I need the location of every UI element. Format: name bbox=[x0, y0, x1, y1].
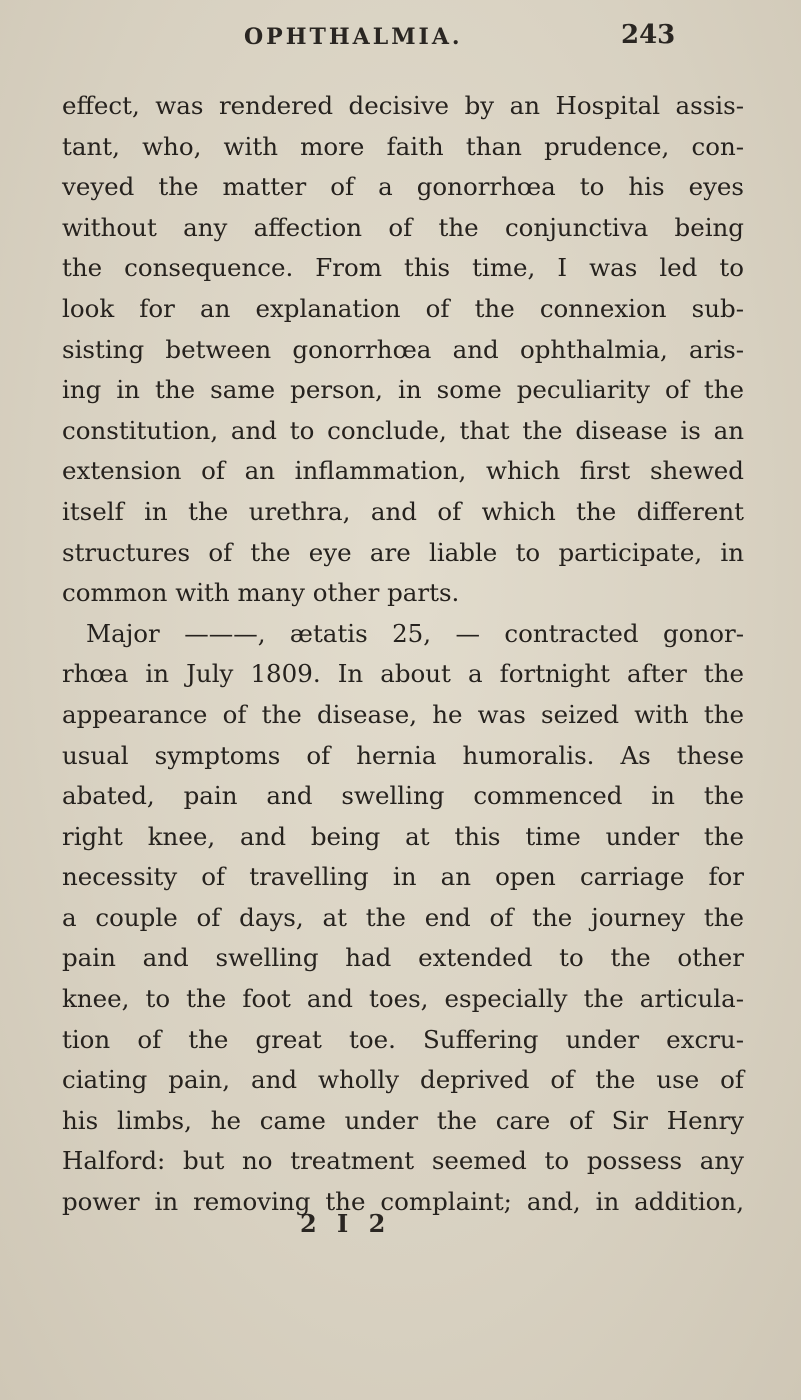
text-line: tant, who, with more faith than prudence, con- bbox=[62, 131, 744, 161]
text-line: look for an explanation of the connexion sub- bbox=[62, 293, 744, 323]
body-text bbox=[62, 86, 744, 1223]
text-line: appearance of the disease, he was seized with the bbox=[62, 699, 744, 729]
text-line: common with many other parts. bbox=[62, 578, 460, 608]
text-line: ciating pain, and wholly deprived of the use of bbox=[62, 1065, 744, 1095]
text-line: Major ———, ætatis 25, — contracted gonor- bbox=[86, 618, 744, 648]
text-line: his limbs, he came under the care of Sir Henry bbox=[62, 1105, 744, 1135]
text-line: knee, to the foot and toes, especially the articula- bbox=[62, 984, 744, 1014]
text-line: without any affection of the conjunctiva being bbox=[62, 212, 744, 242]
text-line: right knee, and being at this time under the bbox=[62, 821, 744, 851]
text-line: necessity of travelling in an open carriage for bbox=[62, 862, 744, 892]
text-line: extension of an inflammation, which first shewed bbox=[62, 456, 744, 486]
text-line: itself in the urethra, and of which the different bbox=[62, 496, 744, 526]
text-line: structures of the eye are liable to participate, in bbox=[62, 537, 744, 567]
page-number: 243 bbox=[621, 20, 676, 50]
text-line: usual symptoms of hernia humoralis. As these bbox=[62, 740, 744, 770]
text-line: the consequence. From this time, I was led to bbox=[62, 253, 744, 283]
text-line: a couple of days, at the end of the journey the bbox=[62, 902, 744, 932]
running-title: OPHTHALMIA. bbox=[244, 24, 463, 50]
page-header bbox=[0, 14, 801, 54]
text-line: power in removing the complaint; and, in addition, bbox=[62, 1187, 744, 1217]
text-line: pain and swelling had extended to the other bbox=[62, 943, 744, 973]
text-line: tion of the great toe. Suffering under excru- bbox=[62, 1024, 744, 1054]
paragraph-1 bbox=[62, 86, 744, 614]
text-line: ing in the same person, in some peculiarity of the bbox=[62, 375, 744, 405]
text-line: effect, was rendered decisive by an Hospital assis- bbox=[62, 91, 744, 120]
text-line: constitution, and to conclude, that the disease is an bbox=[62, 415, 744, 445]
text-line: Halford: but no treatment seemed to possess any bbox=[62, 1146, 744, 1176]
signature-mark: 2 I 2 bbox=[300, 1209, 392, 1238]
text-line: abated, pain and swelling commenced in the bbox=[62, 781, 744, 811]
text-line: sisting between gonorrhœa and ophthalmia, aris- bbox=[62, 334, 744, 364]
text-line: rhœa in July 1809. In about a fortnight after the bbox=[62, 659, 744, 689]
paragraph-2 bbox=[62, 614, 744, 1223]
text-line: veyed the matter of a gonorrhœa to his eyes bbox=[62, 172, 744, 202]
